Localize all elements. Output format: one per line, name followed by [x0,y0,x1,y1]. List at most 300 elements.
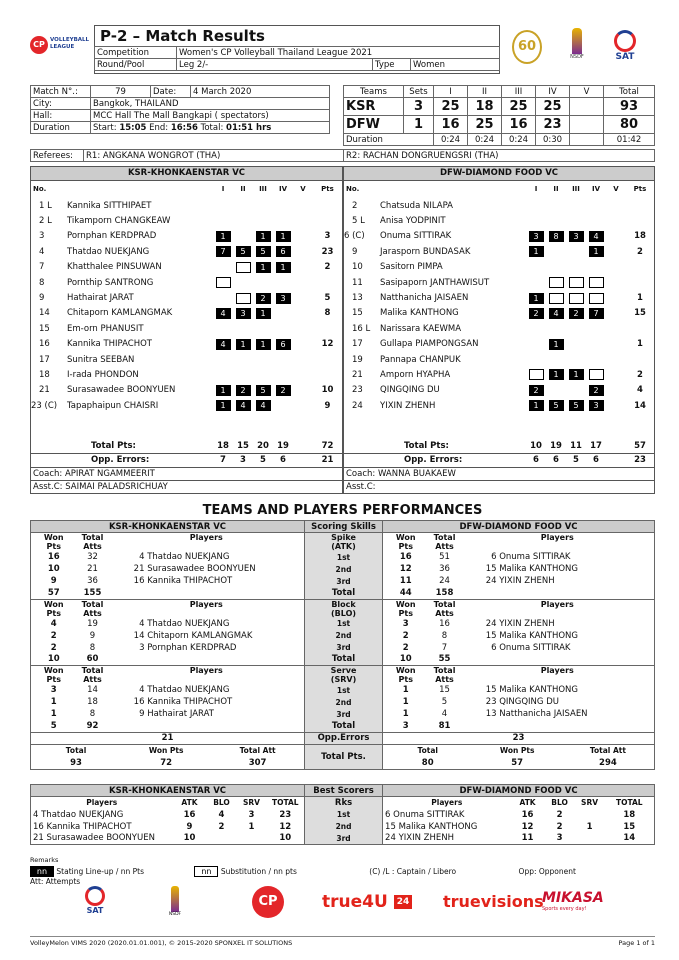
city-label: City: [31,98,91,110]
player-number: 18 [39,369,50,380]
player-number: 13 [352,293,363,304]
set-points-box: 3 [589,400,604,411]
player-row [31,275,342,290]
player-points: 2 [637,246,643,257]
player-name: Pannapa CHANPUK [380,354,461,365]
set-header: V [300,185,306,194]
footer-page: Page 1 of 1 [618,939,655,947]
set-points-box: 4 [549,308,564,319]
set-header: I [221,185,225,194]
assistant-coach-name: SAIMAI PALADSRICHUAY [65,482,168,493]
player-row [31,321,342,336]
player-name: YIXIN ZHENH [499,618,555,629]
set-total: 17 [590,441,602,452]
player-name: YIXIN ZHENH [380,400,436,411]
round: Leg 2/- [177,59,373,71]
set-points-box: 1 [256,339,271,350]
sponsor-cp-logo: CP [252,886,284,918]
perf-team-a: KSR-KHONKAENSTAR VC [31,521,305,533]
remarks-legend: nn Stating Line-up / nn Pts nn Substitution / nn pts (C) /L : Captain / Libero Opp: Opponent Att: Attempts [30,866,576,886]
player-points: 14 [634,400,646,411]
set-points-box: 5 [256,246,271,257]
pts-header: Pts [321,185,334,194]
player-row [31,367,342,382]
player-row [31,229,342,244]
total-pts-label: Total Pts: [404,441,449,452]
set-points-box: 7 [589,308,604,319]
set-total: 10 [530,441,542,452]
substitution-box [236,262,251,273]
best-scorers-table: KSR-KHONKAENSTAR VC Best Scorers DFW-DIAMOND FOOD VC Players ATK BLO SRV TOTAL Rks Players ATK BLO SRV TOTAL 4 Thatdao NUEKJANG 16 4 3 23 1st 6 Onuma SITTIRAK 16 2 18 16 Kannika THIPACHOT 9 2 1 12 2nd 15 Malika KANTHONG 12 2 1 15 21 Surasawadee BOONYUEN 10 10 3rd 24 YIXIN ZHENH 11 3 14 [30,784,655,845]
player-name: Hathairat JARAT [67,293,134,304]
rank: 3rd [305,708,383,720]
player-name: Pornphan KERDPRAD [147,642,237,653]
competition: Women's CP Volleyball Thailand League 2021 [177,47,500,59]
player-points [313,367,342,382]
rank: 3rd [305,642,383,654]
opp-errors-label: Opp. Errors: [91,455,150,466]
set-points-box: 1 [276,231,291,242]
substitution-box [549,293,564,304]
player-row [344,198,654,213]
player-points [626,275,654,290]
set-points-box: 4 [216,308,231,319]
player-number: 23 [352,385,363,396]
player-row [344,337,654,352]
player-name: Kannika THIPACHOT [147,576,233,586]
rank: 2nd [305,563,383,575]
score-row-dfw: DFW 1 16 25 16 23 80 [344,116,655,134]
player-number: 10 [352,262,363,273]
player-name: Thatdao NUEKJANG [147,618,230,629]
set-total: 19 [550,441,562,452]
player-name: Natthanicha JAISAEN [380,293,469,304]
player-name: 24 YIXIN ZHENH [385,833,454,844]
score-table: Teams Sets I II III IV V Total KSR 3 25 18 25 25 93 DFW 1 16 25 16 23 80 Duration 0:24 0:24 0:24 0:30 01:42 [343,85,655,146]
best-scorer-row: 21 Surasawadee BOONYUEN 10 10 3rd 24 YIXIN ZHENH 11 3 14 [31,833,655,845]
player-points [313,213,342,228]
player-points [626,213,654,228]
player-name: Kannika THIPACHOT [147,697,233,707]
set-points-box: 1 [256,231,271,242]
player-points [313,352,342,367]
player-row [344,213,654,228]
player-points: 3 [324,231,331,242]
player-row [31,213,342,228]
player-number: 24 [352,400,363,411]
round-label: Round/Pool [95,59,177,71]
player-name: 6 Onuma SITTIRAK [385,809,465,820]
set-opp-errors: 6 [533,455,539,466]
set-opp-errors [606,453,626,467]
player-name: Tikamporn CHANGKEAW [67,216,171,227]
player-name: Onuma SITTIRAK [499,552,571,562]
set-points-box: 1 [529,400,544,411]
player-role: L [365,323,371,334]
team-total: 57 [634,441,646,452]
best-scorer-row: 4 Thatdao NUEKJANG 16 4 3 23 1st 6 Onuma SITTIRAK 16 2 18 [31,809,655,821]
player-name: Amporn HYAPHA [380,369,451,380]
substitution-box [549,277,564,288]
referees-table: Referees: R1: ANGKANA WONGROT (THA) R2: RACHAN DONGRUENGSRI (THA) [30,149,655,162]
coach-name: WANNA BUAKAEW [377,468,456,479]
team-b-roster: DFW-DIAMOND FOOD VC No. I II III IV V Pts 2 Chatsuda NILAPA 5 L Anisa YODPINIT 6 (C) Onuma SITTIRAK 3 8 3 4 18 9 Jarasporn BUNDASAK 1 1 2 10 Sasitorn PIMPA 11 Sasipaporn JANTHAWISUT 13 Natthanicha JAISAEN 1 1 15 Malika KANTHONG 2 4 2 7 15 16 L Narissara KAEWMA 17 Gullapa PIAMPONGSAN 1 1 19 Pannapa CHANPUK 21 Amporn HYAPHA 1 1 2 23 QINGQING DU 2 2 4 24 YIXIN ZHENH 1 5 5 3 14 Total Pts: 10 19 11 17 57 Opp. Errors: 6 6 5 6 23 Coach: WANNA BUAKAEW Asst.C: [343,166,655,494]
skill-row: 2 9 14 Chitaporn KAMLANGMAK 2nd 2 8 15 Malika KANTHONG [31,630,655,642]
set-points-box: 2 [529,385,544,396]
player-number: 2 [352,200,358,211]
player-row [344,229,654,244]
skill-code: (BLO) [331,608,357,618]
player-name: Onuma SITTIRAK [499,642,571,653]
player-number: 9 [39,293,45,304]
duration-label: Duration [31,122,91,134]
player-name: Surasawadee BOONYUEN [147,564,256,574]
set-points-box: 1 [236,339,251,350]
skill-code: (ATK) [331,542,356,551]
player-number: 7 [39,262,45,273]
player-number: 17 [352,339,363,350]
best-scorers-label: Best Scorers [305,785,383,797]
date-label: Date: [151,86,191,98]
player-name: Thatdao NUEKJANG [147,685,230,695]
skill-row: 1 18 16 Kannika THIPACHOT 2nd 1 5 23 QINGQING DU [31,696,655,708]
best-scorer-row: 16 Kannika THIPACHOT 9 2 1 12 2nd 15 Malika KANTHONG 12 2 1 15 [31,821,655,833]
player-row [31,198,342,213]
player-name: 15 Malika KANTHONG [385,821,478,832]
skill-name: Spike [331,533,356,542]
match-no-label: Match N°.: [31,86,91,98]
set-opp-errors: 6 [593,455,599,466]
player-points: 8 [324,308,331,319]
skill-row: 16 32 4 Thatdao NUEKJANG 1st 16 51 6 Onuma SITTIRAK [31,551,655,563]
player-name: YIXIN ZHENH [499,576,555,586]
anniversary-logo: 60 [512,30,542,64]
set-points-box: 3 [276,293,291,304]
player-points [626,321,654,336]
set-header: I [534,185,538,194]
player-name: 4 Thatdao NUEKJANG [31,809,173,821]
player-points: 15 [634,308,646,319]
set-points-box: 1 [216,385,231,396]
nsdf-logo: NSDF [566,28,588,66]
type: Women [411,59,500,71]
player-name: 16 Kannika THIPACHOT [31,821,173,833]
player-name: Anisa YODPINIT [380,216,446,227]
player-number: 1 [39,200,45,211]
player-name: Chatsuda NILAPA [380,200,453,211]
opp-errors-total: 23 [634,455,646,466]
match-date: 4 March 2020 [191,86,330,98]
substitution-box [569,293,584,304]
player-name: Khatthalee PINSUWAN [67,262,162,273]
set-points-box: 4 [236,400,251,411]
header-box [94,25,500,74]
player-row [31,383,342,398]
set-points-box: 2 [569,308,584,319]
player-row [344,275,654,290]
player-name: 21 Surasawadee BOONYUEN [31,833,173,845]
opp-errors-label: Opp.Errors [305,732,383,744]
player-row [31,290,342,305]
pts-header: Pts [633,185,647,194]
referee-2: R2: RACHAN DONGRUENGSRI (THA) [344,150,655,162]
performances-title: TEAMS AND PLAYERS PERFORMANCES [202,503,483,518]
substitution-box [216,277,231,288]
performances-table: KSR-KHONKAENSTAR VC Scoring Skills DFW-DIAMOND FOOD VC Won Pts Total Atts Players Spike (ATK) Won Pts Total Atts Players 16 32 4 Thatdao NUEKJANG 1st 16 51 6 Onuma SITTIRAK 10 21 21 Surasawadee BOONYUEN 2nd 12 36 15 Malika KANTHONG 9 36 16 Kannika THIPACHOT 3rd 11 24 24 YIXIN ZHENH 57 155 Total 44 158 Won Pts Total Atts Players Block (BLO) Won Pts Total Atts Players 4 19 4 Thatdao NUEKJANG 1st 3 16 24 YIXIN ZHENH 2 9 14 Chitaporn KAMLANGMAK 2nd 2 8 15 Malika KANTHONG 2 8 3 Pornphan KERDPRAD 3rd 2 7 6 Onuma SITTIRAK 10 60 Total 10 55 Won Pts Total Atts Players Serve (SRV) Won Pts Total Atts Players 3 14 4 Thatdao NUEKJANG 1st 1 15 15 Malika KANTHONG 1 18 16 Kannika THIPACHOT 2nd 1 5 23 QINGQING DU 1 8 9 Hathairat JARAT 3rd 1 4 13 Natthanicha JAISAEN 5 92 Total 3 81 21 Opp.Errors 23 Total Won Pts Total Att 93 72 307 Total Pts. Total Won Pts Total Att 80 57 294 [30,520,655,770]
set-points-box: 2 [236,385,251,396]
set-opp-errors [293,453,313,467]
city: Bangkok, THAILAND [91,98,330,110]
set-points-box: 4 [256,400,271,411]
remarks-label: Remarks [30,856,59,864]
player-points: 1 [637,293,643,304]
player-number: 19 [352,354,363,365]
player-name: Pornthip SANTRONG [67,277,154,288]
player-number: 11 [352,277,363,288]
footer-left: VolleyMelon VIMS 2020 (2020.01.01.001), © 2015-2020 SPONXEL IT SOLUTIONS [30,939,293,947]
player-row [344,398,654,413]
skill-code: (SRV) [330,675,357,684]
score-row-ksr: KSR 3 25 18 25 25 93 [344,98,655,116]
player-points [313,275,342,290]
player-role: L [360,216,365,227]
set-header: II [553,185,559,194]
set-points-box: 2 [276,385,291,396]
set-total: 19 [277,441,289,452]
set-opp-errors: 5 [573,455,579,466]
set-points-box: 4 [216,339,231,350]
set-header: IV [278,185,288,194]
competition-label: Competition [95,47,177,59]
player-row [31,398,342,413]
opp-errors-b: 23 [383,732,655,744]
sponsor-nsdf-logo: NSDF [165,886,185,917]
cp-league-logo: CP VOLLEYBALL LEAGUE [30,34,92,56]
player-row [344,260,654,275]
player-name: Chitaporn KAMLANGMAK [67,308,173,319]
rank: 3rd [305,575,383,587]
sponsor-true4u-logo: true4U 24 [322,892,412,912]
player-points: 4 [637,385,643,396]
substitution-box [529,369,544,380]
start-time: 15:05 [119,122,147,133]
player-points: 2 [637,369,643,380]
substitution-box [589,277,604,288]
player-name: Malika KANTHONG [499,564,578,574]
player-row [344,290,654,305]
skill-row: 10 21 21 Surasawadee BOONYUEN 2nd 12 36 15 Malika KANTHONG [31,563,655,575]
player-name: Onuma SITTIRAK [380,231,452,242]
set-points-box: 1 [216,400,231,411]
set-points-box: 2 [529,308,544,319]
sets-label: Sets [404,86,434,98]
player-row [344,244,654,259]
player-name: Narissara KAEWMA [380,323,462,334]
player-points [313,321,342,336]
skill-row: 1 8 9 Hathairat JARAT 3rd 1 4 13 Natthanicha JAISAEN [31,708,655,720]
referee-1: R1: ANGKANA WONGROT (THA) [84,150,344,162]
team-name: DFW-DIAMOND FOOD VC [344,167,654,180]
player-points [626,260,654,275]
set-points-box: 1 [549,369,564,380]
set-opp-errors: 6 [280,455,286,466]
player-name: Pornphan KERDPRAD [67,231,157,242]
perf-team-b: DFW-DIAMOND FOOD VC [383,521,655,533]
header-info-table [94,46,500,71]
substitution-box [236,293,251,304]
player-number: 14 [39,308,50,319]
player-points: 2 [324,262,331,273]
sponsor-mikasa-logo: MIKASA Sports every day! [542,890,604,912]
set-points-box: 1 [216,231,231,242]
no-header: No. [33,185,47,194]
rank: 2nd [305,696,383,708]
set-points-box: 7 [216,246,231,257]
end-time: 16:56 [170,122,198,133]
set-points-box: 8 [549,231,564,242]
set-total [293,439,313,453]
player-name: Tapaphaipun CHAISRI [67,400,159,411]
player-points: 23 [321,246,334,257]
player-number: 3 [39,231,45,242]
player-name: Sasipaporn JANTHAWISUT [380,277,490,288]
set-points-box: 1 [256,262,271,273]
set-points-box: 5 [256,385,271,396]
set-points-box: 3 [569,231,584,242]
set-points-box: 1 [549,339,564,350]
player-points [313,198,342,213]
hall-label: Hall: [31,110,91,122]
player-name: Sasitorn PIMPA [380,262,443,273]
sponsors-bar [30,884,655,924]
hall: MCC Hall The Mall Bangkapi ( [93,110,218,121]
sponsor-sat-logo: SAT [80,886,110,915]
player-name: QINGQING DU [380,385,440,396]
total-pts-label: Total Pts. [305,744,383,769]
player-number: 2 [39,216,45,227]
player-name: Chitaporn KAMLANGMAK [147,630,253,641]
match-info-table: Match N°.: 79 Date: 4 March 2020 City: Bangkok, THAILAND Hall: MCC Hall The Mall Bangkapi ( spectators) Duration Start: 15:05 End: 16:56 Total: 01:51 hrs [30,85,330,134]
opp-errors-total: 21 [321,455,334,466]
player-name: Malika KANTHONG [380,308,459,319]
set-points-box: 1 [256,308,271,319]
substitution-box [569,277,584,288]
player-number: 6 (C) [344,231,365,242]
player-points: 9 [324,400,331,411]
set-points-box: 2 [589,385,604,396]
set-total: 20 [257,441,269,452]
player-row [344,321,654,336]
player-name: Hathairat JARAT [147,709,214,719]
player-number: 15 [352,308,363,319]
set-points-box: 2 [256,293,271,304]
sponsor-truevisions-logo: truevisions [443,892,544,911]
player-name: Thatdao NUEKJANG [67,246,150,257]
set-header: V [613,185,619,194]
set-opp-errors: 6 [553,455,559,466]
set-header: II [240,185,246,194]
skill-row: 4 19 4 Thatdao NUEKJANG 1st 3 16 24 YIXIN ZHENH [31,618,655,630]
scoring-skills-label: Scoring Skills [305,521,383,533]
player-points [626,352,654,367]
set-points-box: 1 [529,246,544,257]
team-total: 72 [321,441,334,452]
set-opp-errors: 7 [220,455,226,466]
player-number: 23 (C) [31,400,58,411]
player-number: 17 [39,354,50,365]
set-points-box: 5 [569,400,584,411]
player-role: L [47,200,52,211]
player-name: I-rada PHONDON [67,369,139,380]
substitution-box [589,369,604,380]
opp-errors-label: Opp. Errors: [404,455,463,466]
opp-errors-a: 21 [31,732,305,744]
player-points [626,198,654,213]
set-points-box: 4 [589,231,604,242]
spectators-label: spectators) [220,110,269,121]
skill-name: Serve [330,666,357,675]
player-number: 9 [352,246,358,257]
player-number: 21 [352,369,363,380]
player-number: 16 [352,323,363,334]
player-row [31,260,342,275]
player-name: Kannika SITTHIPAET [67,200,152,211]
player-number: 21 [39,385,50,396]
set-total: 15 [237,441,249,452]
rank: 1st [305,684,383,696]
skill-row: 2 8 3 Pornphan KERDPRAD 3rd 2 7 6 Onuma SITTIRAK [31,642,655,654]
player-number: 16 [39,339,50,350]
set-points-box: 1 [589,246,604,257]
rank: 1st [305,551,383,563]
player-row [31,352,342,367]
set-header: III [259,185,267,194]
skill-row: 3 14 4 Thatdao NUEKJANG 1st 1 15 15 Malika KANTHONG [31,684,655,696]
set-header: III [572,185,580,194]
player-number: 4 [39,246,45,257]
player-name: Malika KANTHONG [499,685,578,695]
player-number: 5 [352,216,358,227]
player-row [344,367,654,382]
no-header: No. [346,185,360,194]
player-role: L [47,216,52,227]
player-number: 15 [39,323,50,334]
set-opp-errors: 3 [240,455,246,466]
set-total [606,439,626,453]
player-name: Sunitra SEEBAN [67,354,135,365]
rank: 2nd [305,630,383,642]
player-name: QINGQING DU [499,697,559,707]
player-row [344,306,654,321]
total-time: 01:51 hrs [226,122,272,133]
set-points-box: 3 [236,308,251,319]
set-points-box: 1 [529,293,544,304]
player-name: Thatdao NUEKJANG [147,552,230,562]
teams-label: Teams [344,86,404,98]
set-points-box: 3 [529,231,544,242]
team-a-roster: KSR-KHONKAENSTAR VC No. I II III IV V Pts 1 L Kannika SITTHIPAET 2 L Tikamporn CHANGKEAW 3 Pornphan KERDPRAD 1 1 1 3 4 Thatdao NUEKJANG 7 5 5 6 23 7 Khatthalee PINSUWAN 1 1 2 8 Pornthip SANTRONG 9 Hathairat JARAT 2 3 5 14 Chitaporn KAMLANGMAK 4 3 1 8 15 Em-orn PHANUSIT 16 Kannika THIPACHOT 4 1 1 6 12 17 Sunitra SEEBAN 18 I-rada PHONDON 21 Surasawadee BOONYUEN 1 2 5 2 10 23 (C) Tapaphaipun CHAISRI 1 4 4 9 Total Pts: 18 15 20 19 72 Opp. Errors: 7 3 5 6 21 Coach: APIRAT NGAMMEERIT Asst.C: SAIMAI PALADSRICHUAY [30,166,343,494]
set-header: IV [591,185,601,194]
player-name: Malika KANTHONG [499,630,578,641]
type-label: Type [373,59,411,71]
set-points-box: 1 [569,369,584,380]
skill-name: Block [331,599,356,609]
set-total: 11 [570,441,582,452]
sat-logo: SAT [608,30,642,64]
player-points: 1 [637,339,643,350]
set-points-box: 5 [549,400,564,411]
player-name: Kannika THIPACHOT [67,339,152,350]
